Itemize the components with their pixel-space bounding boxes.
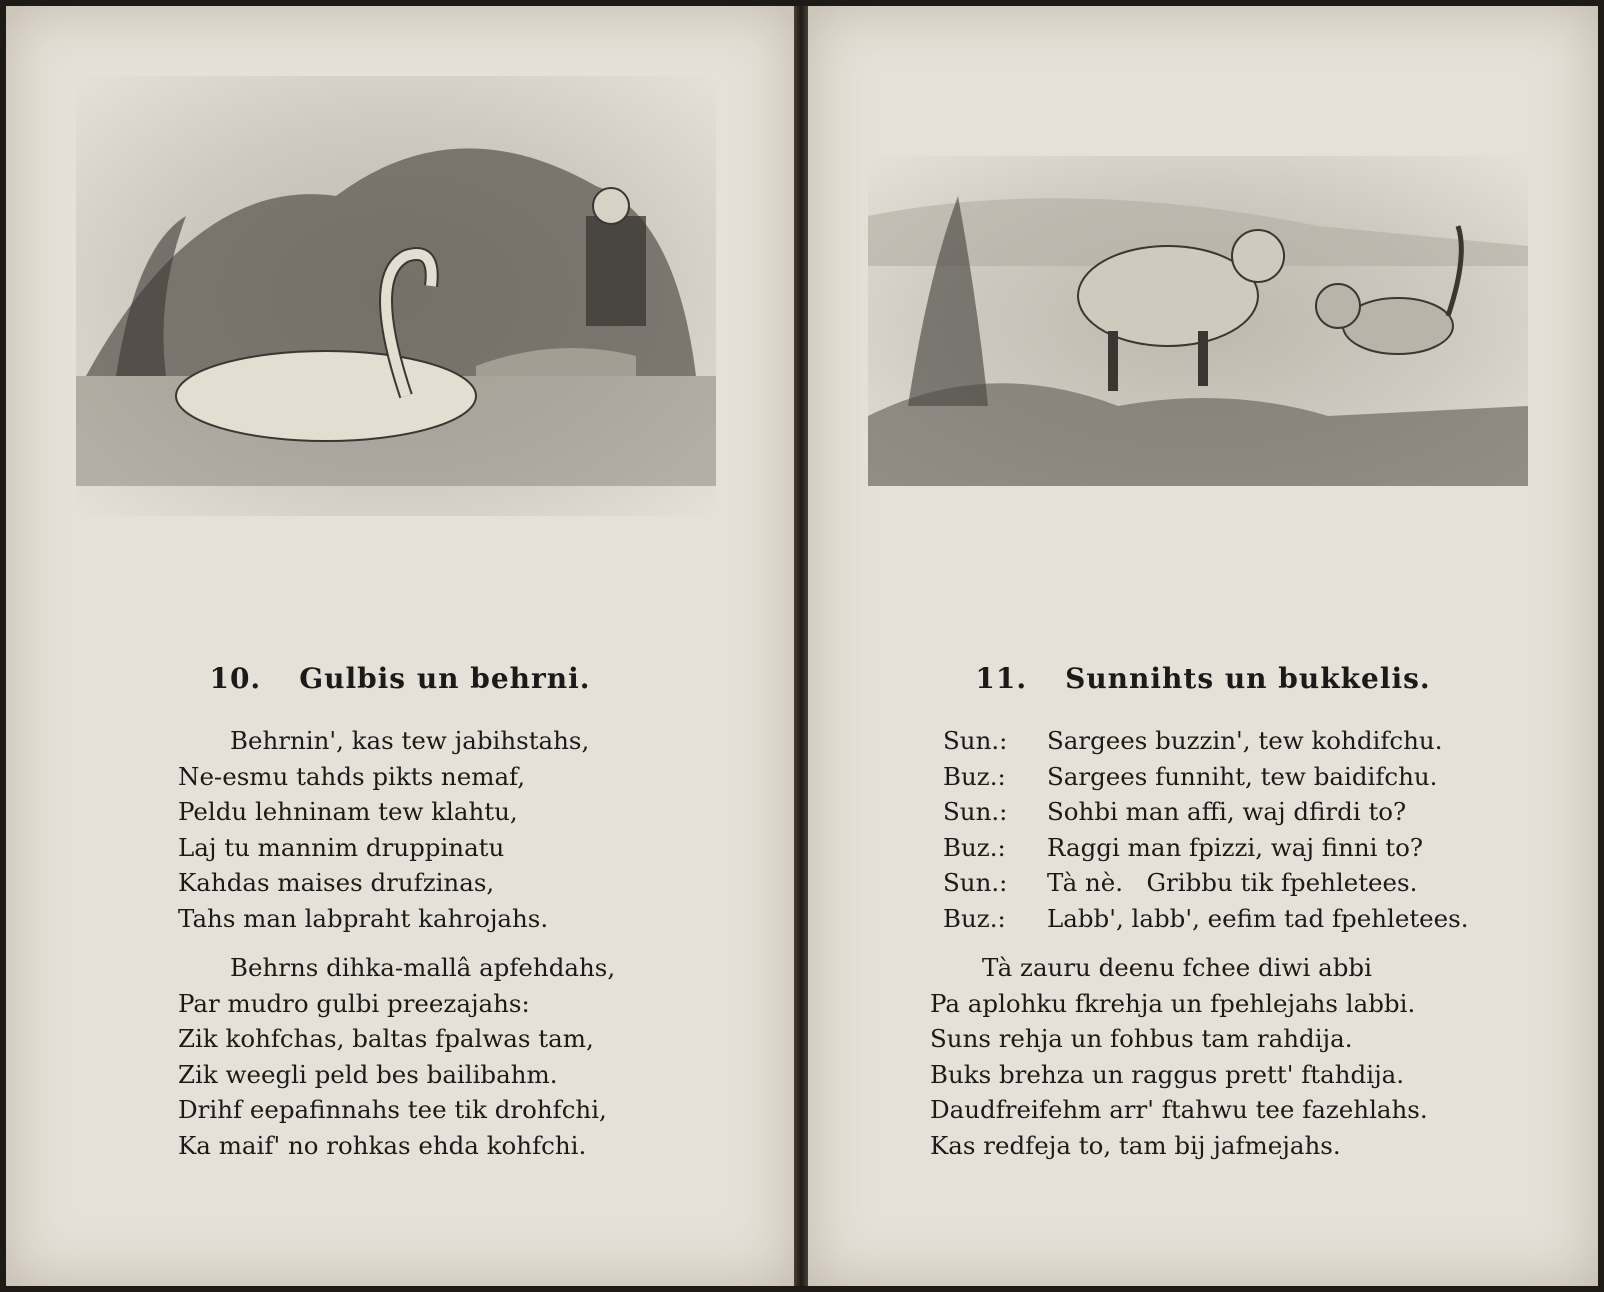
verse-line: Kas redfeja to, tam bij jafmejahs. (930, 1130, 1341, 1160)
right-page (808, 6, 1598, 1286)
verse-line: Behrnin', kas tew jabihstahs, (230, 726, 590, 755)
verse-line: Suns rehja un fohbus tam rahdija. (930, 1024, 1353, 1053)
swan-and-child-illustration (76, 76, 716, 516)
left-page (6, 6, 794, 1286)
verse-line: Kahdas maises drufzinas, (178, 868, 495, 897)
verse-line: Daudfreifehm arr' ftahwu tee fazehlahs. (930, 1095, 1428, 1124)
poem-title-11 (808, 662, 1598, 695)
speaker: Buz.: (943, 832, 1006, 862)
book-gutter (794, 6, 808, 1286)
speaker: Sun.: (943, 797, 1008, 826)
verse-line: Tà zauru deenu fchee diwi abbi (982, 953, 1372, 982)
verse-line: Par mudro gulbi preezajahs: (178, 988, 530, 1018)
verse-line: Behrns dihka-mallâ apfehdahs, (230, 953, 616, 982)
stanza-2 (178, 950, 615, 1163)
dialogue-line (943, 901, 1469, 937)
dialogue-text: Raggi man fpizzi, waj finni to? (1047, 832, 1424, 862)
speaker: Buz.: (943, 761, 1006, 791)
verse-line: Ne-esmu tahds pikts nemaf, (178, 761, 526, 791)
dialogue-text: Tà nè. Gribbu tik fpehletees. (1047, 868, 1418, 897)
verse-line: Zik kohfchas, baltas fpalwas tam, (178, 1024, 594, 1053)
dialogue-text: Labb', labb', eefim tad fpehletees. (1047, 903, 1469, 933)
speaker: Sun.: (943, 868, 1008, 897)
dialogue-line (943, 759, 1469, 795)
dialogue-text: Sargees buzzin', tew kohdifchu. (1047, 726, 1443, 755)
speaker: Sun.: (943, 726, 1008, 755)
verse-line: Tahs man labpraht kahrojahs. (178, 903, 549, 933)
dialogue-line (943, 723, 1469, 759)
poem-title-10 (6, 662, 794, 695)
poem-title: Sunnihts un bukkelis. (1065, 662, 1431, 695)
poem-number: 10. (209, 662, 262, 695)
engraving-swan (76, 76, 716, 516)
stanza-1 (178, 723, 589, 936)
dialogue-text: Sohbi man affi, waj dfirdi to? (1047, 797, 1407, 826)
dialogue-text: Sargees funniht, tew baidifchu. (1047, 761, 1438, 791)
verse-line: Ka maif' no rohkas ehda kohfchi. (178, 1130, 587, 1160)
poem-title: Gulbis un behrni. (299, 662, 591, 695)
dog-and-goat-illustration (868, 156, 1528, 486)
stanza-3 (930, 950, 1428, 1163)
verse-line: Laj tu mannim druppinatu (178, 832, 505, 862)
poem-number: 11. (975, 662, 1028, 695)
dialogue-line (943, 794, 1469, 830)
verse-line: Drihf eepafinnahs tee tik drohfchi, (178, 1095, 607, 1124)
verse-line: Peldu lehninam tew klahtu, (178, 797, 518, 826)
engraving-dog-goat (868, 156, 1528, 486)
verse-line: Zik weegli peld bes bailibahm. (178, 1059, 558, 1089)
dialogue-line (943, 830, 1469, 866)
dialogue-line (943, 865, 1469, 901)
dialogue (943, 723, 1469, 936)
verse-line: Pa aplohku fkrehja un fpehlejahs labbi. (930, 988, 1416, 1018)
speaker: Buz.: (943, 903, 1006, 933)
verse-line: Buks brehza un raggus prett' ftahdija. (930, 1059, 1405, 1089)
